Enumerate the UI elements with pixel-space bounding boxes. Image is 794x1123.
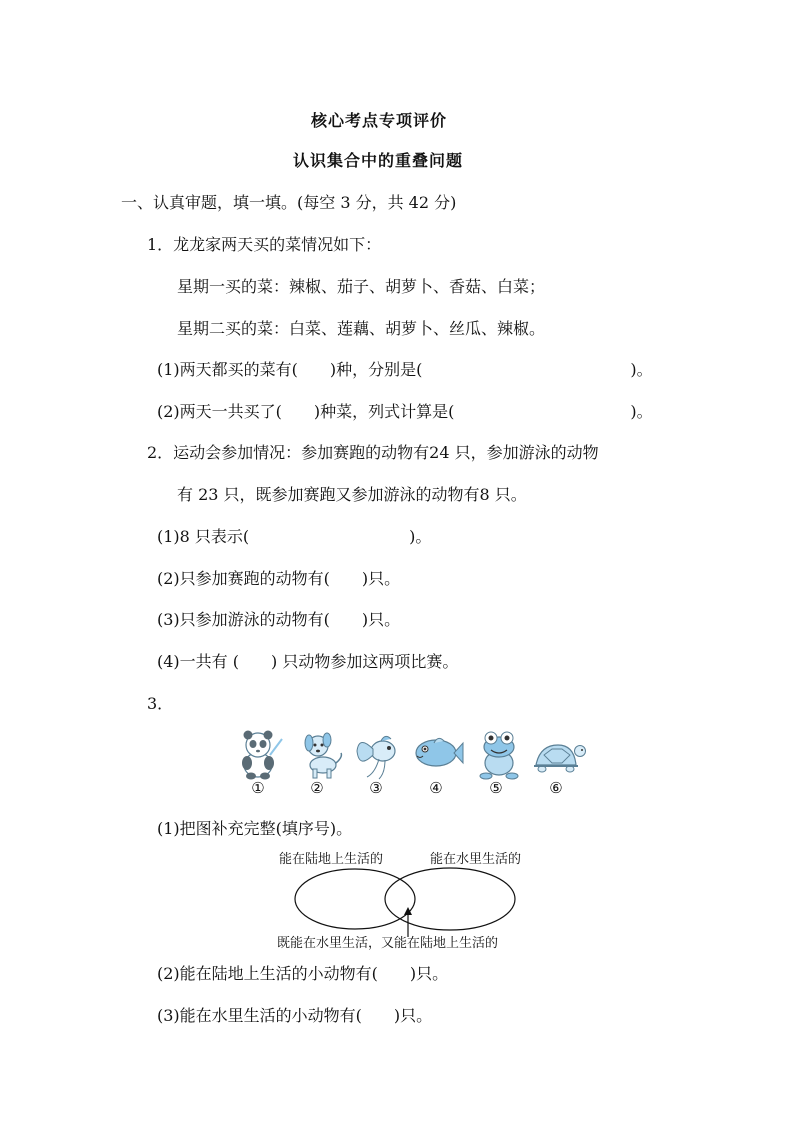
q2-stem-line1: 2．运动会参加情况：参加赛跑的动物有24 只，参加游泳的动物 xyxy=(147,443,599,462)
animal-number-1: ① xyxy=(251,779,265,797)
q2-part1: (1)8 只表示( )。 xyxy=(157,527,432,546)
animal-number-6: ⑥ xyxy=(549,779,563,797)
venn-bottom-label: 既能在水里生活，又能在陆地上生活的 xyxy=(277,936,499,951)
panda-icon xyxy=(230,725,286,781)
venn-left-label: 能在陆地上生活的 xyxy=(279,852,384,867)
animal-number-2: ② xyxy=(310,779,324,797)
animal-number-3: ③ xyxy=(369,779,383,797)
fish-icon xyxy=(408,725,464,781)
venn-right-label: 能在水里生活的 xyxy=(430,852,522,867)
venn-right-circle xyxy=(385,868,515,930)
animal-row xyxy=(230,725,590,797)
animal-number-4: ④ xyxy=(429,779,443,797)
section-heading: 一、认真审题，填一填。(每空 3 分，共 42 分) xyxy=(121,193,457,212)
q1-monday: 星期一买的菜：辣椒、茄子、胡萝卜、香菇、白菜； xyxy=(177,277,546,296)
q2-part4: (4)一共有 ( ) 只动物参加这两项比赛。 xyxy=(157,652,459,671)
turtle-icon xyxy=(530,725,586,781)
animal-number-5: ⑤ xyxy=(489,779,503,797)
page-subtitle: 认识集合中的重叠问题 xyxy=(293,151,464,170)
puppy-icon xyxy=(293,725,349,781)
q2-part2: (2)只参加赛跑的动物有( )只。 xyxy=(157,569,401,588)
q3-part2: (2)能在陆地上生活的小动物有( )只。 xyxy=(157,964,449,983)
q2-stem-line2: 有 23 只，既参加赛跑又参加游泳的动物有8 只。 xyxy=(177,485,527,504)
q1-part1: (1)两天都买的菜有( )种，分别是( )。 xyxy=(157,360,653,379)
frog-icon xyxy=(471,725,527,781)
q1-tuesday: 星期二买的菜：白菜、莲藕、胡萝卜、丝瓜、辣椒。 xyxy=(177,319,546,338)
q2-part3: (3)只参加游泳的动物有( )只。 xyxy=(157,610,401,629)
venn-left-circle xyxy=(295,869,415,929)
goldfish-icon xyxy=(351,725,407,781)
q3-stem: 3． xyxy=(147,694,174,713)
q3-part1: (1)把图补充完整(填序号)。 xyxy=(157,819,353,838)
venn-diagram xyxy=(272,845,562,960)
q3-part3: (3)能在水里生活的小动物有( )只。 xyxy=(157,1006,433,1025)
page-title: 核心考点专项评价 xyxy=(311,111,448,130)
q1-part2: (2)两天一共买了( )种菜，列式计算是( )。 xyxy=(157,402,653,421)
q1-stem: 1．龙龙家两天买的菜情况如下： xyxy=(147,235,382,254)
